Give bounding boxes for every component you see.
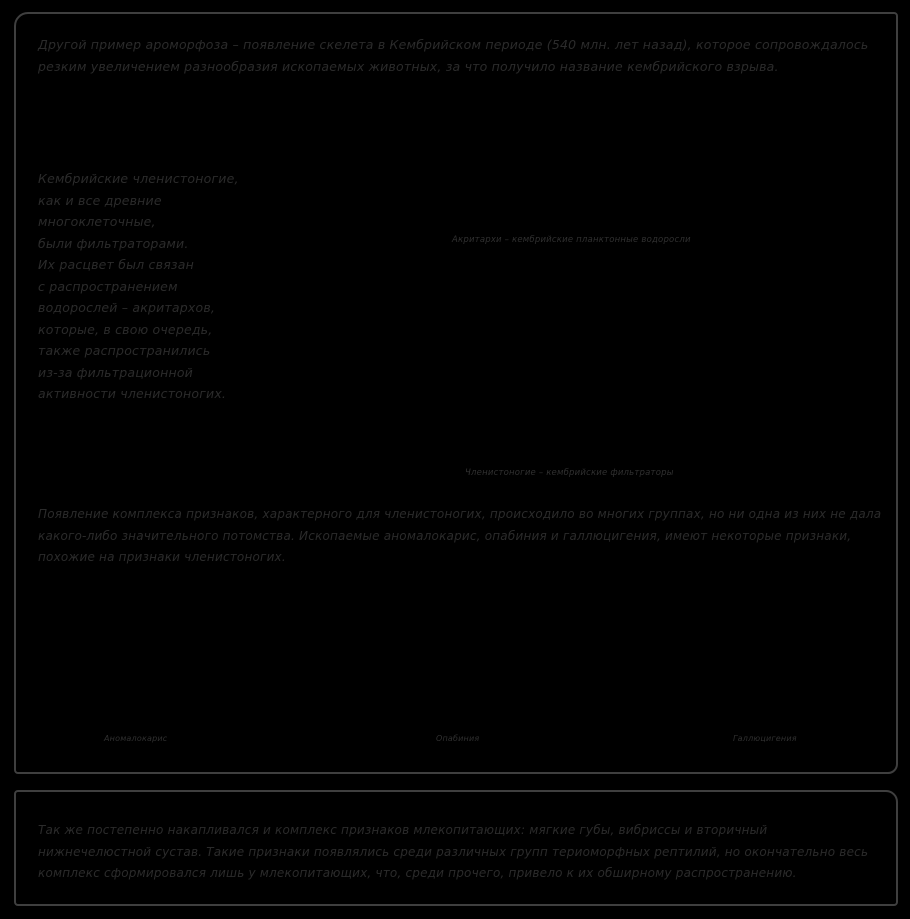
bottom-paragraph: Так же постепенно накапливался и комплекс признаков млекопитающих: мягкие губы, вибриссы и вторичный нижнечелюстной сустав. Такие признаки появлялись среди различных групп териоморфных рептилий, но окончательно весь комплекс сформировался лишь у млекопитающих, что, среди прочего, привело к их обширному распространению.	[38, 823, 869, 881]
left-column-line: водорослей – акритархов,	[38, 300, 216, 315]
left-column-line: Кембрийские членистоногие,	[38, 171, 239, 186]
caption-acritarchs: Акритархи – кембрийские планктонные водоросли	[452, 235, 691, 245]
intro-paragraph: Другой пример ароморфоза – появление скелета в Кембрийском периоде (540 млн. лет назад), которое сопровождалось резким увеличением разнообразия ископаемых животных, за что получило название кембрийского взрыва.	[38, 37, 869, 74]
caption-opabinia: Опабиния	[436, 734, 480, 743]
left-column-line: которые, в свою очередь,	[38, 321, 213, 337]
left-column-line: из-за фильтрационной	[38, 364, 194, 380]
left-column-line: как и все древние	[38, 192, 162, 208]
left-column-line: с распространением	[38, 278, 178, 294]
caption-arthropods: Членистоногие – кембрийские фильтраторы	[465, 468, 674, 478]
left-column-line: также распространились	[38, 343, 211, 358]
left-column-line: активности членистоногих.	[38, 386, 227, 401]
left-column-line: многоклеточные,	[38, 214, 156, 229]
caption-anomalocaris: Аномалокарис	[104, 734, 168, 743]
mid-paragraph: Появление комплекса признаков, характерного для членистоногих, происходило во многих группах, но ни одна из них не дала какого-либо значительного потомства. Ископаемые аномалокарис, опабиния и галлюцигения, имеют некоторые признаки, похожие на признаки членистоногих.	[38, 507, 882, 565]
left-text-column	[38, 168, 278, 405]
caption-hallucigenia: Галлюцигения	[733, 734, 797, 743]
left-column-line: были фильтраторами.	[38, 235, 189, 251]
left-column-line: Их расцвет был связан	[38, 257, 194, 272]
